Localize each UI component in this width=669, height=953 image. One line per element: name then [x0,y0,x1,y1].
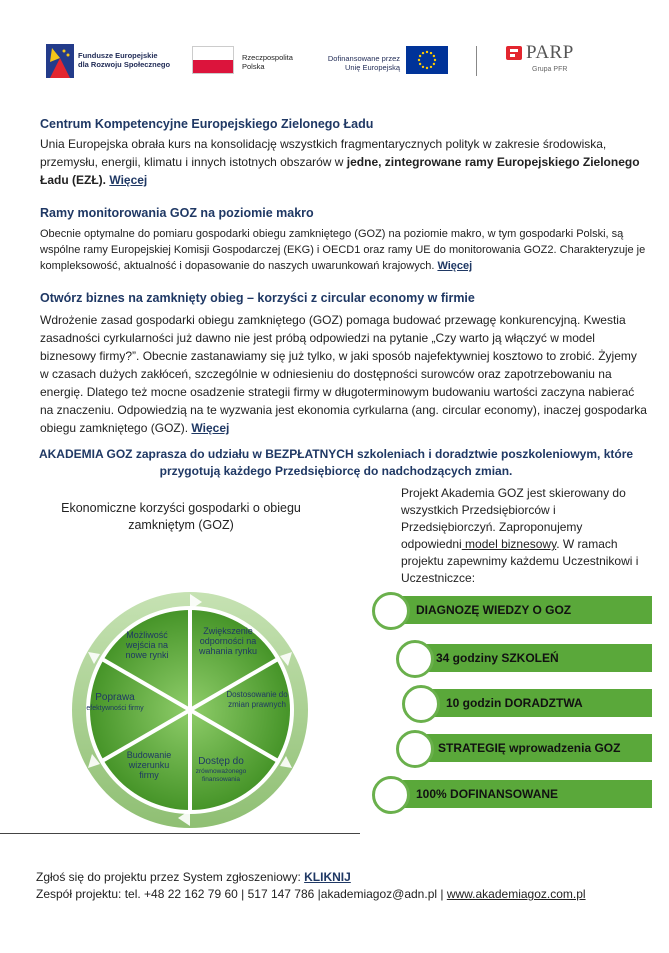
fe-line2: dla Rozwoju Społecznego [78,60,171,69]
footer-line2 [36,886,656,903]
offer-label: 100% DOFINANSOWANE [416,787,559,801]
logo-divider [476,46,477,76]
offer-bullet [396,730,434,768]
wheel-seg-efficiency-a: Poprawa [95,692,135,703]
wheel-title: Ekonomiczne korzyści gospodarki o obiegu zamkniętym (GOZ) [61,501,301,532]
offer-bullet [402,685,440,723]
eu-logo [318,42,453,82]
wheel-seg-finance-a: Dostęp do [198,756,244,767]
wheel-seg-resilience: Zwiększenie odporności na wahania rynku [198,626,258,656]
parp-sub: Grupa PFR [532,66,568,73]
offer-bullet [396,640,434,678]
wheel-seg-legal: Dostosowanie do zmian prawnych [226,690,288,709]
ue-line2: Unię Europejską [344,63,400,72]
offer-item [418,689,652,717]
offer-item [386,596,652,624]
footer-divider [0,833,360,834]
section-macro-more-link[interactable]: Więcej [437,260,473,272]
project-text-b: . W ramach projektu zapewnimy każdemu Uczestnikowi i Uczestniczce: [401,537,639,585]
offer-label: STRATEGIĘ wprowadzenia GOZ [438,741,621,755]
eu-flag-icon [406,46,448,74]
offer-bullet [372,776,410,814]
parp-name: PARP [526,42,574,63]
parp-mark-icon [506,46,522,60]
offer-label: 34 godziny SZKOLEŃ [436,651,559,665]
offer-label: 10 godzin DORADZTWA [446,696,583,710]
wheel-seg-finance [188,756,254,784]
fe-line1: Fundusze Europejskie [78,51,158,60]
section-macro-text [40,226,648,274]
polish-flag-icon [192,46,234,74]
offer-item [412,734,652,762]
ue-line1: Dofinansowane przez [327,54,400,63]
offer-item [412,644,652,672]
wheel-seg-new-markets: Możliwość wejścia na nowe rynki [125,630,169,660]
offer-item [386,780,652,808]
section-circular-text [40,311,648,437]
wheel-seg-finance-b: zrównoważonego finansowania [195,768,247,783]
wheel-seg-image: Budowanie wizerunku firmy [126,750,172,780]
footer-signup-link[interactable]: KLIKNIJ [304,870,351,884]
wheel-seg-efficiency [84,692,146,713]
fundusze-europejskie-logo [46,42,186,82]
offer-list [372,592,652,818]
offer-bullet [372,592,410,630]
footer-contact-text: Zespół projektu: tel. +48 22 162 79 60 | 517 147 786 |akademiagoz@adn.pl | [36,887,447,901]
offer-label: DIAGNOZĘ WIEDZY O GOZ [416,603,572,617]
section-circular-text-body: Wdrożenie zasad gospodarki obiegu zamkniętego (GOZ) pomaga budować przewagę konkurencyjną. Kwestia zasadności cyrkularności już dawno nie jest próbą odpowiedzi na pytanie „Czy warto ją włączyć w model biznesowy firmy?”. Obecnie zastanawiamy się już tylko, w jaki sposób najefektywniej kosztowo to zrobić. Żyjemy w czasach dużych zakłóceń, szczególnie w odniesieniu do dostępności surowców oraz zapotrzebowaniu na energię. Dlatego też mocne osadzenie strategii firmy w długoterminowym budowaniu wartości zaczyna nabierać na znaczeniu. Odpowiedzią na te wyzwania jest ekonomia cyrkularna (ang. circular economy), inaczej gospodarka obiegu zamkniętego (GOZ). [40,313,647,435]
section-circular [40,290,648,437]
pl-line2: Polska [242,62,265,71]
parp-logo [506,42,591,82]
section-ezl-text-bold: jedne, zintegrowane ramy Europejskiego Zielonego Ładu (EZŁ). [40,155,640,187]
project-text-a: Projekt Akademia GOZ jest skierowany do wszystkich Przedsiębiorców i Przedsiębiorczyń. Zaproponujemy odpowiedni [401,486,626,551]
footer [36,869,656,903]
footer-signup-text: Zgłoś się do projektu przez System zgłoszeniowy: [36,870,305,884]
pl-line1: Rzeczpospolita [242,53,293,62]
section-circular-title: Otwórz biznes na zamknięty obieg – korzyści z circular economy w firmie [40,291,475,305]
section-ezl-text-a: Unia Europejska obrała kurs na konsolidację wszystkich fragmentarycznych polityk w zakresie środowiska, przemysłu, energii, klimatu i innych istotnych obszarów w [40,137,607,169]
section-circular-more-link[interactable]: Więcej [191,421,230,435]
section-ezl [40,116,648,189]
academy-invitation: AKADEMIA GOZ zaprasza do udziału w BEZPŁATNYCH szkoleniach i doradztwie poszkoleniowym, które przygotują każdego Przedsiębiorcę do nadchodzących zmian. [38,447,634,478]
section-macro-text-body: Obecnie optymalne do pomiaru gospodarki obiegu zamkniętego (GOZ) na poziomie makro, w tym gospodarki Polski, są wspólne ramy Europejskiej Komisji Gospodarczej (EKG) i OECD1 oraz ramy UE do monitorowania GOZ2. Charakteryzuje je kompleksowość, aktualność i dopasowanie do naszych uwarunkowań krajowych. [40,228,646,272]
section-macro-title: Ramy monitorowania GOZ na poziomie makro [40,206,314,220]
section-ezl-text [40,135,648,189]
section-ezl-title: Centrum Kompetencyjne Europejskiego Zielonego Ładu [40,117,374,131]
header-logos [46,42,591,82]
wheel-seg-efficiency-b: efektywności firmy [86,705,144,712]
section-ezl-more-link[interactable]: Więcej [109,173,148,187]
goz-benefits-wheel [70,590,310,830]
footer-website-link[interactable]: www.akademiagoz.com.pl [446,887,586,901]
project-business-model-link[interactable]: model biznesowy [461,537,557,551]
project-description [401,485,646,587]
rzeczpospolita-logo [192,42,312,82]
footer-line1 [36,869,656,886]
fe-flag-icon [46,44,74,78]
section-macro [40,205,648,274]
